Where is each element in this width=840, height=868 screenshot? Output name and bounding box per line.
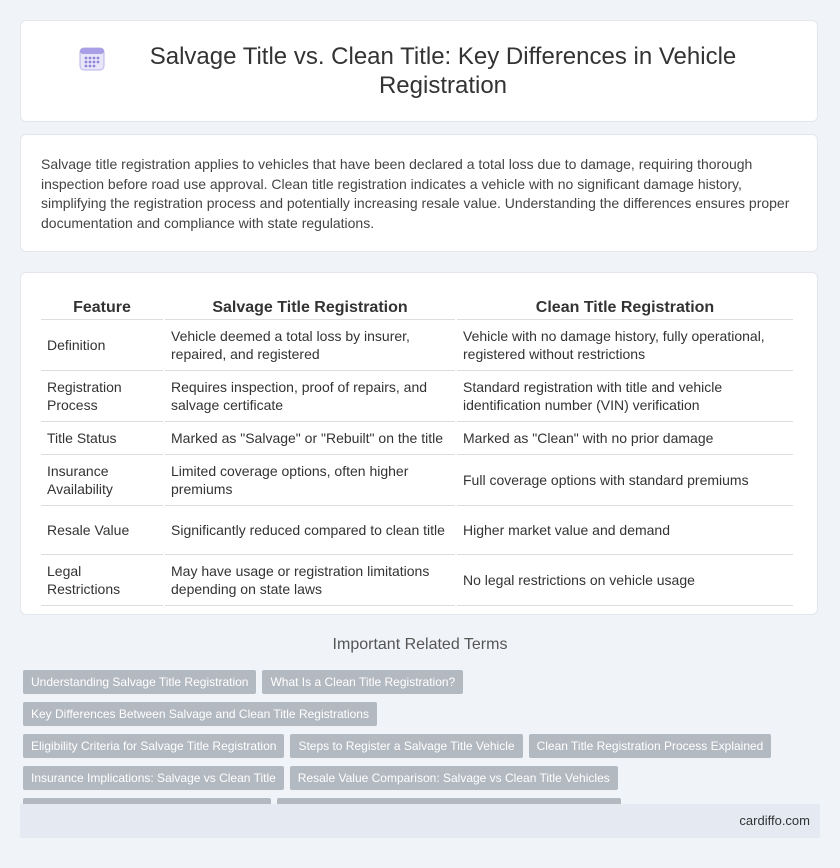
table-row [41, 455, 793, 506]
related-term-tag[interactable]: What Is a Clean Title Registration? [262, 670, 463, 694]
page-title: Salvage Title vs. Clean Title: Key Differences in Vehicle Registration [149, 43, 737, 99]
related-term-tag[interactable]: Understanding Salvage Title Registration [23, 670, 256, 694]
table-row [41, 371, 793, 422]
table-row [41, 555, 793, 606]
clean-cell: Vehicle with no damage history, fully operational, registered without restrictions [457, 320, 793, 371]
clean-cell: No legal restrictions on vehicle usage [457, 555, 793, 606]
feature-cell: Definition [41, 320, 163, 371]
footer [20, 804, 820, 838]
header-clean: Clean Title Registration [457, 293, 793, 320]
clean-cell: Full coverage options with standard premiums [457, 455, 793, 506]
page-header [20, 20, 818, 122]
calendar-icon [79, 46, 107, 72]
salvage-cell: Vehicle deemed a total loss by insurer, repaired, and registered [165, 320, 455, 371]
related-term-tag[interactable]: Insurance Implications: Salvage vs Clean Title [23, 766, 284, 790]
related-term-tag[interactable]: Steps to Register a Salvage Title Vehicle [290, 734, 522, 758]
related-term-tag[interactable]: Key Differences Between Salvage and Clean Title Registrations [23, 702, 377, 726]
salvage-cell: Significantly reduced compared to clean title [165, 506, 455, 555]
related-terms-title: Important Related Terms [332, 636, 508, 653]
clean-cell: Higher market value and demand [457, 506, 793, 555]
intro-card [20, 134, 818, 252]
clean-cell: Standard registration with title and vehicle identification number (VIN) verification [457, 371, 793, 422]
comparison-card [20, 272, 818, 615]
table-header-row [41, 293, 793, 320]
feature-cell: Legal Restrictions [41, 555, 163, 606]
table-row [41, 320, 793, 371]
salvage-cell: Marked as "Salvage" or "Rebuilt" on the title [165, 422, 455, 455]
footer-site-link[interactable]: cardiffo.com [739, 813, 810, 828]
table-row [41, 422, 793, 455]
feature-cell: Registration Process [41, 371, 163, 422]
salvage-cell: Limited coverage options, often higher premiums [165, 455, 455, 506]
feature-cell: Insurance Availability [41, 455, 163, 506]
related-term-tag[interactable]: Clean Title Registration Process Explained [529, 734, 772, 758]
feature-cell: Title Status [41, 422, 163, 455]
comparison-table [39, 293, 795, 606]
header-feature: Feature [41, 293, 163, 320]
header-salvage: Salvage Title Registration [165, 293, 455, 320]
clean-cell: Marked as "Clean" with no prior damage [457, 422, 793, 455]
salvage-cell: May have usage or registration limitations depending on state laws [165, 555, 455, 606]
related-term-tag[interactable]: Eligibility Criteria for Salvage Title Registration [23, 734, 284, 758]
table-row [41, 506, 793, 555]
salvage-cell: Requires inspection, proof of repairs, and salvage certificate [165, 371, 455, 422]
intro-text: Salvage title registration applies to vehicles that have been declared a total loss due to damage, requiring thorough inspection before road use approval. Clean title registration indicates a vehicle with no significant damage history, simplifying the registration process and potentially increasing resale value. Understanding the differences ensures proper documentation and compliance with state regulations. [41, 156, 790, 231]
related-term-tag[interactable]: Resale Value Comparison: Salvage vs Clean Title Vehicles [290, 766, 618, 790]
feature-cell: Resale Value [41, 506, 163, 555]
